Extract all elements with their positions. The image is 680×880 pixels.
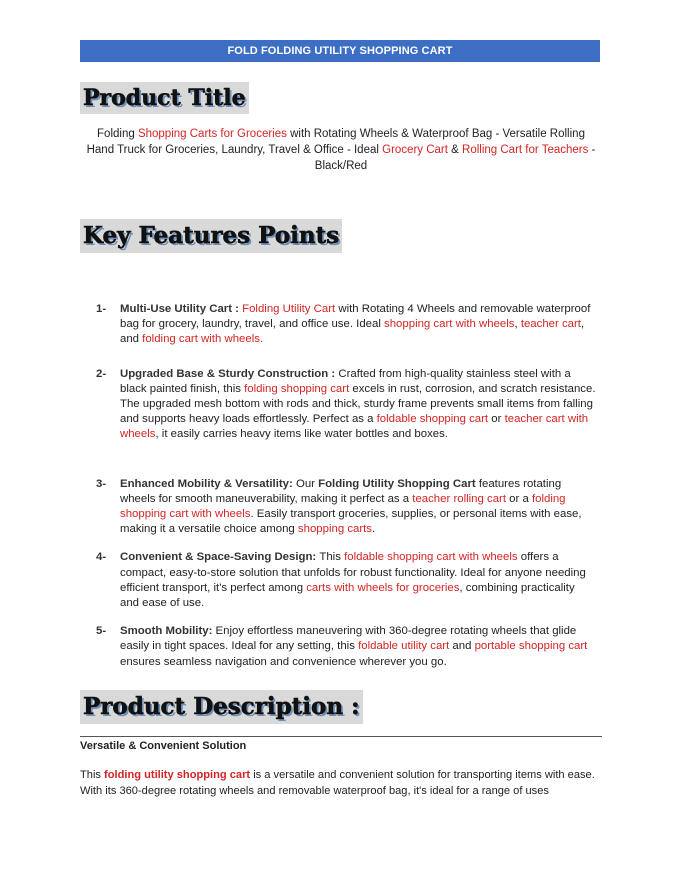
- feature-lead: Convenient & Space-Saving Design:: [120, 551, 320, 564]
- feature-lead: Multi-Use Utility Cart :: [120, 303, 243, 315]
- feature-text: and: [449, 640, 475, 653]
- feature-item: [96, 477, 596, 538]
- title-keyword: Shopping Carts for Groceries: [137, 128, 287, 140]
- feature-item: [96, 550, 596, 611]
- feature-text: features rotating wheels for smooth maneuverability, making it perfect as a: [120, 477, 562, 505]
- feature-product-name: Folding Utility Shopping Cart: [318, 477, 476, 490]
- feature-keyword: folding cart with wheels.: [142, 333, 264, 346]
- title-segment: Folding: [97, 128, 138, 140]
- key-features-list: [96, 302, 596, 670]
- title-keyword: Grocery Cart: [382, 144, 448, 156]
- title-segment: &: [447, 144, 463, 156]
- feature-keyword: shopping carts: [297, 523, 373, 536]
- section-divider: [80, 736, 602, 737]
- title-segment: with Rotating Wheels & Waterproof Bag - Versatile Rolling Hand Truck for Groceries, Laundry, Travel & Office - Ideal: [86, 128, 585, 156]
- description-paragraph: [80, 767, 602, 799]
- feature-text: Our: [295, 477, 319, 490]
- product-title-heading: Product Title: [80, 82, 249, 114]
- feature-number: 5-: [96, 625, 107, 638]
- feature-keyword: foldable shopping cart: [376, 413, 489, 426]
- product-title-text: [82, 126, 600, 174]
- feature-text: , and: [120, 318, 585, 346]
- feature-keyword: teacher rolling cart: [412, 492, 506, 505]
- feature-text: ensures seamless navigation and convenience wherever you go.: [120, 655, 447, 668]
- description-subheading: Versatile & Convenient Solution: [80, 740, 247, 752]
- feature-text: , it easily carries heavy items like water bottles and boxes.: [155, 428, 448, 441]
- feature-keyword: foldable utility cart: [358, 640, 450, 653]
- feature-text: excels in rust, corrosion, and scratch resistance. The upgraded mesh bottom with rods and thick, sturdy frame prevents small items from falling and supports heavy loads effortlessly. Perfect as a: [120, 382, 596, 426]
- title-keyword: Rolling Cart for Teachers: [462, 144, 589, 156]
- description-keyword: folding utility shopping cart: [104, 769, 251, 781]
- feature-text: Enjoy effortless maneuvering with 360-degree rotating wheels that glide easily in tight spaces. Ideal for any setting, this: [120, 625, 577, 653]
- feature-number: 4-: [96, 551, 107, 564]
- feature-item: [96, 302, 596, 348]
- feature-text: .: [372, 523, 376, 536]
- feature-text: This: [319, 551, 345, 564]
- feature-keyword: foldable shopping cart with wheels: [344, 551, 518, 564]
- banner-text: FOLD FOLDING UTILITY SHOPPING CART: [227, 45, 453, 57]
- feature-item: [96, 367, 596, 443]
- document-banner: [80, 40, 600, 62]
- feature-keyword: teacher cart with wheels: [120, 413, 589, 441]
- feature-number: 2-: [96, 367, 107, 380]
- product-description-heading: Product Description :: [80, 690, 363, 724]
- feature-number: 1-: [96, 303, 107, 315]
- description-text: This: [80, 769, 105, 781]
- feature-keyword: Folding Utility Cart: [242, 303, 336, 315]
- key-features-heading: Key Features Points: [80, 219, 342, 253]
- description-text: is a versatile and convenient solution for transporting items with ease. With its 360-degree rotating wheels and removable waterproof bag, it's ideal for a range of uses: [80, 769, 595, 797]
- feature-lead: Enhanced Mobility & Versatility:: [120, 477, 296, 490]
- feature-keyword: carts with wheels for groceries: [306, 581, 460, 594]
- feature-keyword: folding shopping cart: [244, 382, 350, 395]
- feature-text: or: [488, 413, 505, 426]
- feature-text: ,: [514, 318, 521, 331]
- feature-text: offers a compact, easy-to-store solution that unfolds for robust functionality. Ideal for anyone needing efficient transport, it's perfect among: [120, 551, 586, 594]
- feature-text: , combining practicality and ease of use.: [120, 581, 575, 610]
- feature-keyword: portable shopping cart: [474, 640, 588, 653]
- feature-keyword: folding shopping cart with wheels: [120, 492, 566, 521]
- feature-text: with Rotating 4 Wheels and removable waterproof bag for grocery, laundry, travel, and office use. Ideal: [120, 303, 591, 331]
- feature-text: Crafted from high-quality stainless steel with a black painted finish, this: [120, 367, 571, 395]
- feature-keyword: shopping cart with wheels: [384, 318, 515, 331]
- title-segment: - Black/Red: [314, 144, 596, 172]
- feature-lead: Smooth Mobility:: [120, 625, 216, 638]
- feature-text: or a: [505, 492, 532, 505]
- feature-item: [96, 624, 596, 670]
- feature-text: . Easily transport groceries, supplies, or personal items with ease, making it a versatile choice among: [120, 508, 582, 536]
- feature-number: 3-: [96, 477, 107, 490]
- feature-keyword: teacher cart: [520, 318, 581, 331]
- feature-lead: Upgraded Base & Sturdy Construction :: [120, 367, 339, 380]
